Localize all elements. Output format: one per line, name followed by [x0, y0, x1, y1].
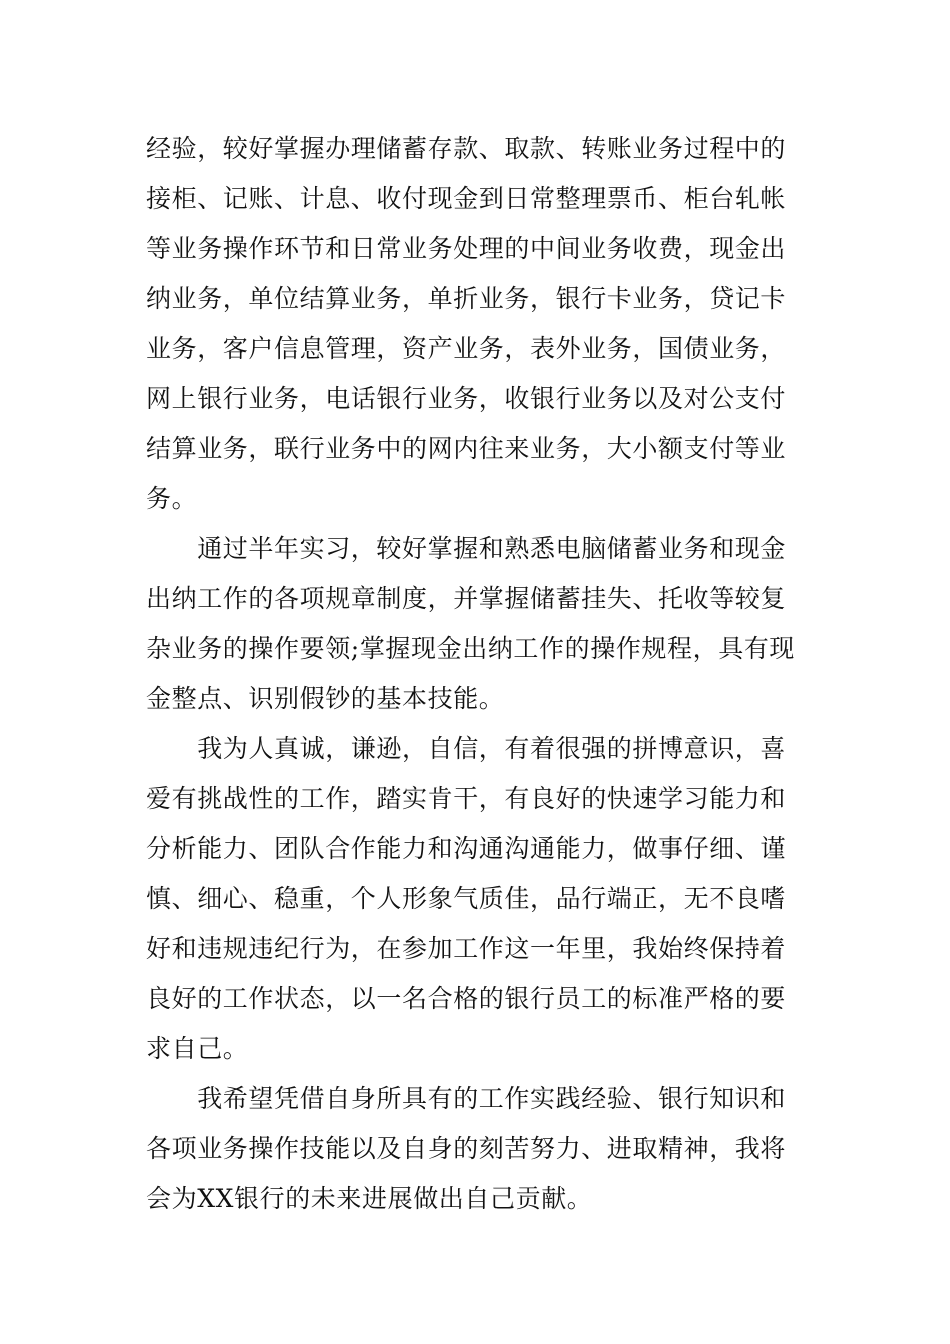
- text-line: 慎、细心、稳重，个人形象气质佳，品行端正，无不良嗜: [146, 884, 787, 913]
- text-line: 通过半年实习，较好掌握和熟悉电脑储蓄业务和现金: [146, 534, 787, 563]
- text-line: 爱有挑战性的工作，踏实肯干，有良好的快速学习能力和: [146, 784, 787, 813]
- text-line: 业务，客户信息管理，资产业务，表外业务，国债业务，: [146, 334, 787, 363]
- text-line: 我希望凭借自身所具有的工作实践经验、银行知识和: [146, 1084, 787, 1113]
- text-line: 我为人真诚，谦逊，自信，有着很强的拼博意识，喜: [146, 734, 787, 763]
- document-body: [146, 124, 806, 1224]
- text-line: 各项业务操作技能以及自身的刻苦努力、进取精神，我将: [146, 1134, 787, 1163]
- text-line: 等业务操作环节和日常业务处理的中间业务收费，现金出: [146, 234, 787, 263]
- text-line: 好和违规违纪行为，在参加工作这一年里，我始终保持着: [146, 934, 787, 963]
- text-line: 金整点、识别假钞的基本技能。: [146, 684, 505, 713]
- text-line: 务。: [146, 484, 198, 513]
- text-line: 纳业务，单位结算业务，单折业务，银行卡业务，贷记卡: [146, 284, 787, 313]
- text-line: 杂业务的操作要领;掌握现金出纳工作的操作规程，具有现: [146, 634, 796, 663]
- text-line: 良好的工作状态，以一名合格的银行员工的标准严格的要: [146, 984, 787, 1013]
- text-line: 经验，较好掌握办理储蓄存款、取款、转账业务过程中的: [146, 134, 787, 163]
- text-line: 网上银行业务，电话银行业务，收银行业务以及对公支付: [146, 384, 787, 413]
- paragraph-2: [146, 524, 806, 724]
- text-line: 会为XX银行的未来进展做出自己贡献。: [146, 1184, 593, 1213]
- text-line: 分析能力、团队合作能力和沟通沟通能力，做事仔细、谨: [146, 834, 787, 863]
- paragraph-1: [146, 124, 806, 524]
- text-line: 出纳工作的各项规章制度，并掌握储蓄挂失、托收等较复: [146, 584, 787, 613]
- text-line: 结算业务，联行业务中的网内往来业务，大小额支付等业: [146, 434, 787, 463]
- text-line: 求自己。: [146, 1034, 249, 1063]
- paragraph-4: [146, 1074, 806, 1224]
- text-line: 接柜、记账、计息、收付现金到日常整理票币、柜台轧帐: [146, 184, 787, 213]
- paragraph-3: [146, 724, 806, 1074]
